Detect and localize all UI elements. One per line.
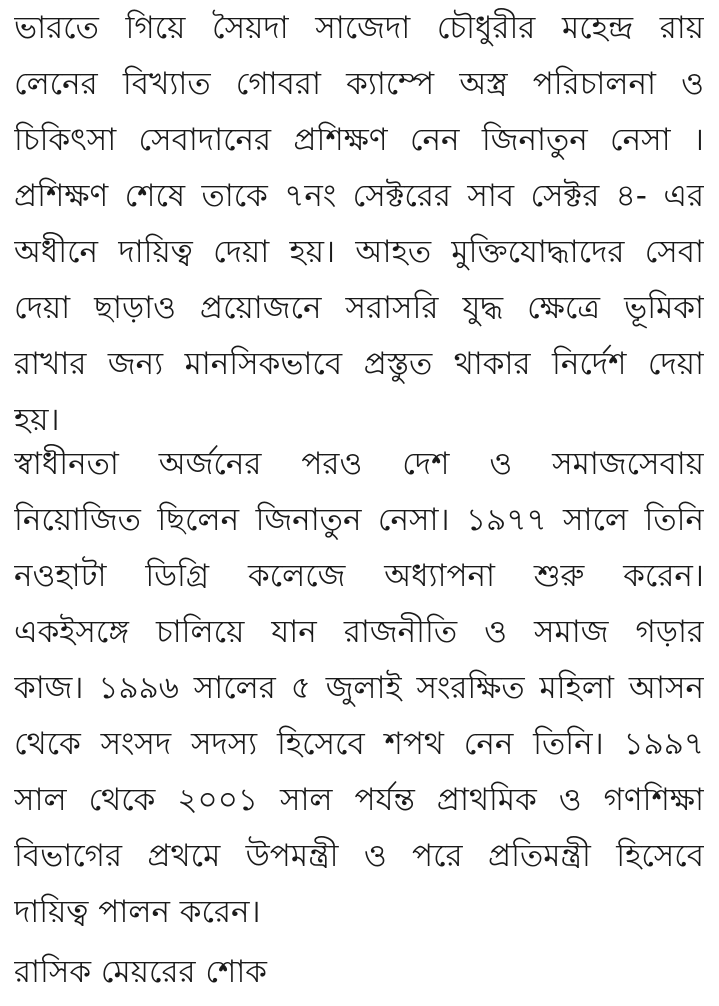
text-line: বিভাগের প্রথমে উপমন্ত্রী ও পরে প্রতিমন্ত্রী হিসেবে (14, 838, 704, 874)
text-line: দায়িত্ব পালন করেন। (14, 894, 261, 930)
text-line: কাজ। ১৯৯৬ সালের ৫ জুলাই সংরক্ষিত মহিলা আসন (14, 670, 704, 706)
text-line: হয়। (14, 402, 60, 438)
text-line: রাখার জন্য মানসিকভাবে প্রস্তুত থাকার নির্দেশ দেয়া (14, 346, 704, 382)
text-line: লেনের বিখ্যাত গোবরা ক্যাম্পে অস্ত্র পরিচালনা ও (14, 66, 704, 102)
text-line: থেকে সংসদ সদস্য হিসেবে শপথ নেন তিনি। ১৯৯৭ (14, 726, 704, 762)
text-line: চিকিৎসা সেবাদানের প্রশিক্ষণ নেন জিনাতুন নেসা । (14, 122, 704, 158)
text-line: দেয়া ছাড়াও প্রয়োজনে সরাসরি যুদ্ধ ক্ষেত্রে ভূমিকা (14, 290, 704, 326)
text-line: একইসঙ্গে চালিয়ে যান রাজনীতি ও সমাজ গড়ার (14, 614, 704, 650)
text-line: অধীনে দায়িত্ব দেয়া হয়। আহত মুক্তিযোদ্ধাদের সেবা (14, 234, 704, 270)
paragraph-post-independence (14, 436, 704, 940)
text-line: ভারতে গিয়ে সৈয়দা সাজেদা চৌধুরীর মহেন্দ্র রায় (14, 10, 704, 46)
section-heading (14, 944, 704, 1000)
text-line: সাল থেকে ২০০১ সাল পর্যন্ত প্রাথমিক ও গণশিক্ষা (14, 782, 704, 818)
text-line: প্রশিক্ষণ শেষে তাকে ৭নং সেক্টরের সাব সেক্টর ৪- এর (14, 178, 704, 214)
text-line: নওহাটা ডিগ্রি কলেজে অধ্যাপনা শুরু করেন। (14, 558, 704, 594)
text-line: রাসিক মেয়রের শোক (14, 954, 267, 990)
text-line: নিয়োজিত ছিলেন জিনাতুন নেসা। ১৯৭৭ সালে তিনি (14, 502, 704, 538)
paragraph-training (14, 0, 704, 448)
text-line: স্বাধীনতা অর্জনের পরও দেশ ও সমাজসেবায় (14, 446, 704, 482)
